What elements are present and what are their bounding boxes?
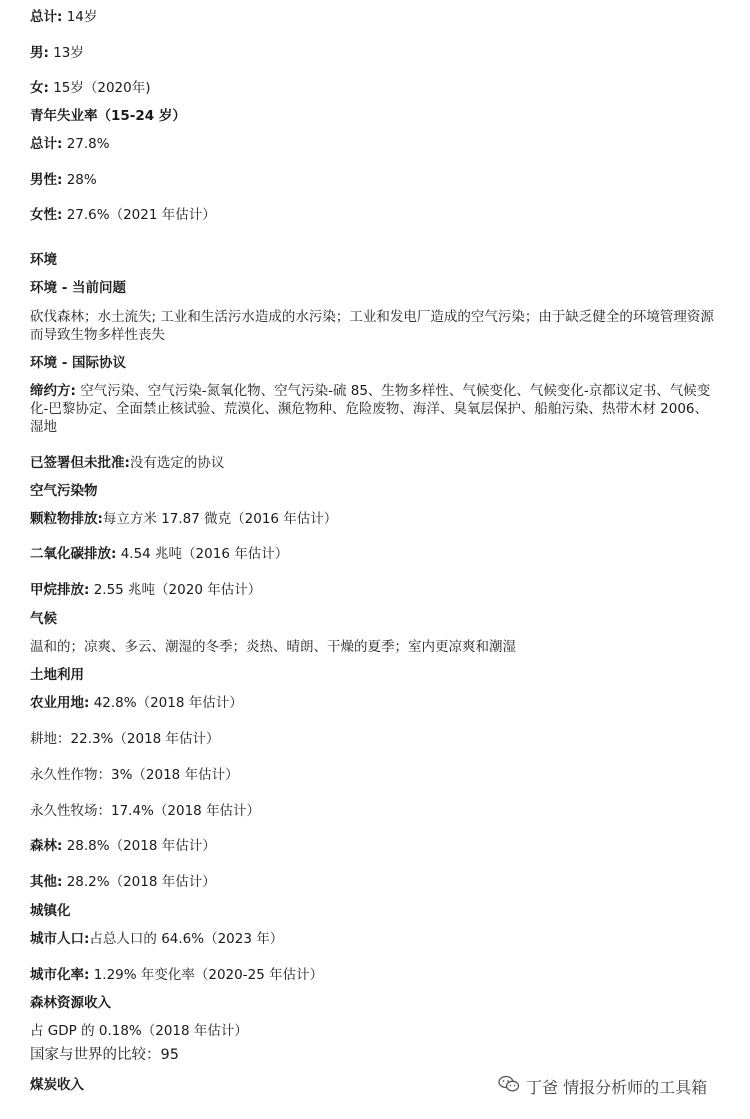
country-comparison: 国家与世界的比较：95 <box>30 1047 179 1063</box>
co2-value: 4.54 兆吨（2016 年估计） <box>120 546 289 562</box>
urban-pop-row <box>30 930 283 948</box>
land-use-heading: 土地利用 <box>30 667 84 683</box>
unemp-female-value: 27.6%（2021 年估计） <box>66 207 216 223</box>
agri-row <box>30 694 243 712</box>
env-signed-text: 没有选定的协议 <box>129 455 225 471</box>
other-row <box>30 873 216 891</box>
env-signed-row <box>30 454 224 472</box>
unemp-male-row <box>30 171 97 189</box>
pm-value: 每立方米 17.87 微克（2016 年估计） <box>102 511 338 527</box>
watermark-text: 丁爸 情报分析师的工具箱 <box>526 1077 708 1097</box>
unemp-male-label: 男性: <box>30 172 63 188</box>
age-female-row <box>30 79 151 97</box>
unemp-female-row <box>30 206 216 224</box>
forest-revenue-text: 占 GDP 的 0.18%（2018 年估计） <box>30 1023 248 1039</box>
climate-heading: 气候 <box>30 611 57 627</box>
env-agreements-heading: 环境 - 国际协议 <box>30 355 127 371</box>
forest-label: 森林: <box>30 838 63 854</box>
env-signed-label: 已签署但未批准: <box>30 455 130 471</box>
forest-value: 28.8%（2018 年估计） <box>66 838 216 854</box>
watermark <box>498 1074 707 1098</box>
urban-pop-value: 占总人口的 64.6%（2023 年） <box>89 931 284 947</box>
env-issues-heading: 环境 - 当前问题 <box>30 280 127 296</box>
age-total-label: 总计: <box>30 9 63 25</box>
urban-rate-row <box>30 966 323 984</box>
age-female-label: 女: <box>30 80 49 96</box>
other-value: 28.2%（2018 年估计） <box>66 874 216 890</box>
methane-value: 2.55 兆吨（2020 年估计） <box>93 582 262 598</box>
agri-label: 农业用地: <box>30 695 90 711</box>
env-party-label: 缔约方: <box>30 383 76 399</box>
methane-row <box>30 581 261 599</box>
env-party-text: 空气污染、空气污染-氮氧化物、空气污染-硫 85、生物多样性、气候变化、气候变化-京都议定书、气候变化-巴黎协定、全面禁止核试验、荒漠化、濒危物种、危险废物、海洋、臭氧层保护、船舶污染、热带木材 2006、湿地 <box>30 383 711 435</box>
urbanization-heading: 城镇化 <box>30 903 71 919</box>
unemp-total-row <box>30 135 110 153</box>
unemp-total-value: 27.8% <box>66 136 110 152</box>
co2-row <box>30 545 288 563</box>
age-male-row <box>30 44 84 62</box>
unemp-female-label: 女性: <box>30 207 63 223</box>
urban-rate-value: 1.29% 年变化率（2020-25 年估计） <box>93 967 324 983</box>
air-pollutants-heading: 空气污染物 <box>30 483 98 499</box>
age-female-value: 15岁（2020年) <box>53 80 151 96</box>
unemp-male-value: 28% <box>66 172 97 188</box>
methane-label: 甲烷排放: <box>30 582 90 598</box>
perm-pasture-row: 永久性牧场：17.4%（2018 年估计） <box>30 803 261 819</box>
urban-rate-label: 城市化率: <box>30 967 90 983</box>
youth-unemployment-heading: 青年失业率（15-24 岁） <box>30 108 186 124</box>
other-label: 其他: <box>30 874 63 890</box>
unemp-total-label: 总计: <box>30 136 63 152</box>
age-male-value: 13岁 <box>53 45 84 61</box>
coal-revenue-heading: 煤炭收入 <box>30 1077 84 1093</box>
perm-crops-row: 永久性作物：3%（2018 年估计） <box>30 767 239 783</box>
agri-value: 42.8%（2018 年估计） <box>93 695 243 711</box>
forest-revenue-heading: 森林资源收入 <box>30 995 111 1011</box>
pm-label: 颗粒物排放: <box>30 511 103 527</box>
age-total-row <box>30 8 97 26</box>
env-party-row <box>30 382 720 436</box>
wechat-icon <box>498 1075 526 1097</box>
arable-row: 耕地：22.3%（2018 年估计） <box>30 731 220 747</box>
forest-row <box>30 837 216 855</box>
pm-row <box>30 510 337 528</box>
environment-heading: 环境 <box>30 252 57 268</box>
env-issues-text: 砍伐森林；水土流失; 工业和生活污水造成的水污染；工业和发电厂造成的空气污染；由于缺乏健全的环境管理资源而导致生物多样性丧失 <box>30 309 714 343</box>
urban-pop-label: 城市人口: <box>30 931 90 947</box>
climate-text: 温和的；凉爽、多云、潮湿的冬季；炎热、晴朗、干燥的夏季；室内更凉爽和潮湿 <box>30 639 516 655</box>
age-male-label: 男: <box>30 45 49 61</box>
age-total-value: 14岁 <box>66 9 98 25</box>
co2-label: 二氧化碳排放: <box>30 546 117 562</box>
